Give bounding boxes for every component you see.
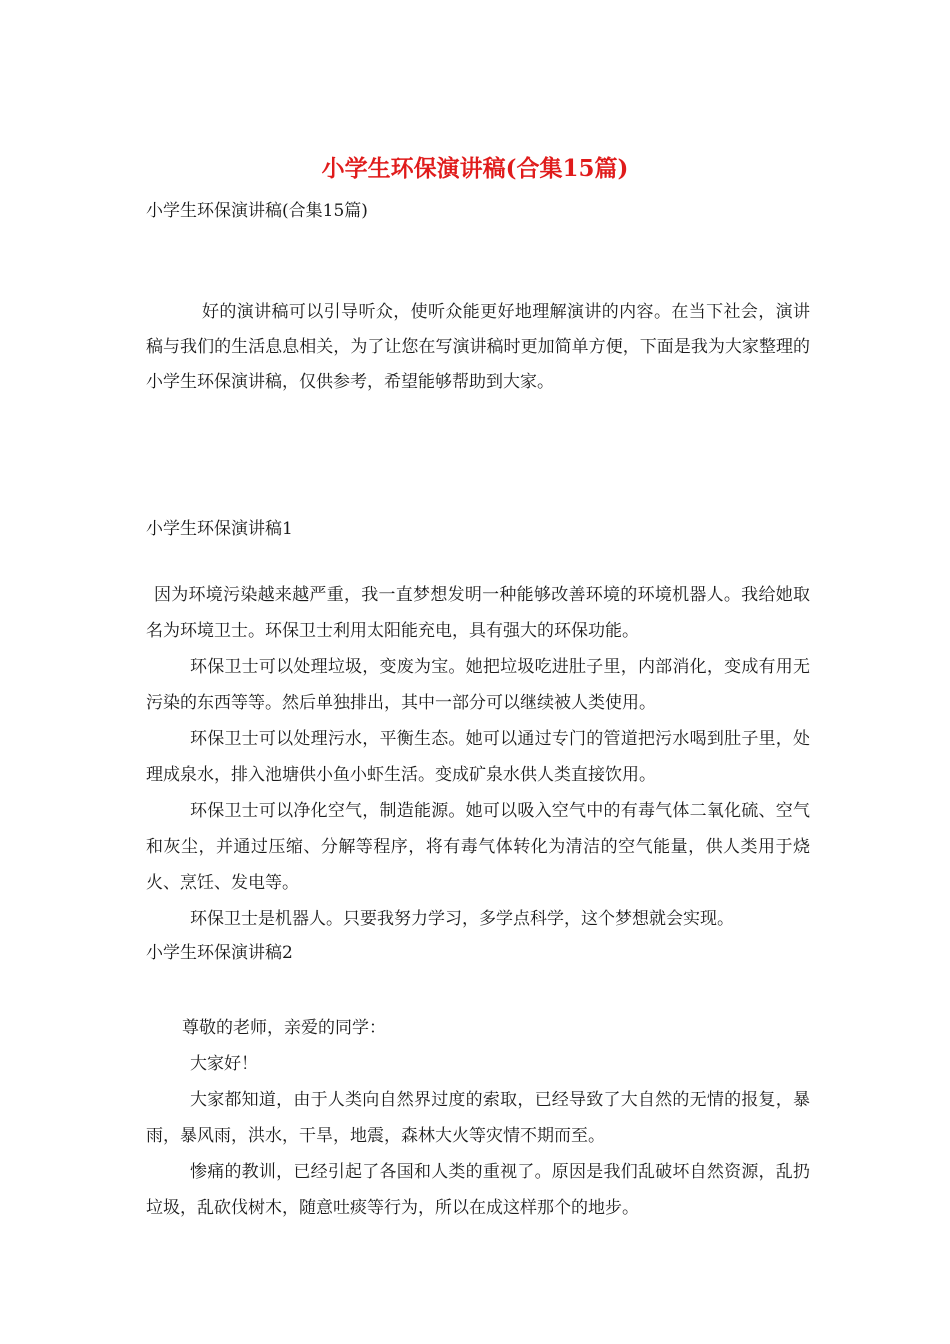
paragraph: 环保卫士是机器人。只要我努力学习，多学点科学，这个梦想就会实现。 bbox=[190, 909, 734, 929]
paragraph: 环保卫士可以净化空气，制造能源。她可以吸入空气中的有毒气体二氧化硫、空气和灰尘，并通过压缩、分解等程序，将有毒气体转化为清洁的空气能量，供人类用于烧火、烹饪、发电等。 bbox=[146, 801, 810, 893]
paragraph: 大家都知道，由于人类向自然界过度的索取，已经导致了大自然的无情的报复，暴雨，暴风雨，洪水，干旱，地震，森林大火等灾情不期而至。 bbox=[146, 1090, 810, 1146]
paragraph: 尊敬的老师，亲爱的同学： bbox=[182, 1018, 386, 1038]
paragraph: 因为环境污染越来越严重，我一直梦想发明一种能够改善环境的环境机器人。我给她取名为环境卫士。环保卫士利用太阳能充电，具有强大的环保功能。 bbox=[146, 585, 810, 641]
paragraph: 大家好！ bbox=[190, 1054, 258, 1074]
intro-block bbox=[146, 295, 810, 400]
paragraph: 环保卫士可以处理垃圾，变废为宝。她把垃圾吃进肚子里，内部消化，变成有用无污染的东西等等。然后单独排出，其中一部分可以继续被人类使用。 bbox=[146, 657, 810, 713]
section-1-body bbox=[146, 577, 810, 937]
intro-paragraph: 好的演讲稿可以引导听众，使听众能更好地理解演讲的内容。在当下社会，演讲稿与我们的生活息息相关，为了让您在写演讲稿时更加简单方便，下面是我为大家整理的小学生环保演讲稿，仅供参考，希望能够帮助到大家。 bbox=[146, 302, 810, 392]
paragraph: 环保卫士可以处理污水，平衡生态。她可以通过专门的管道把污水喝到肚子里，处理成泉水，排入池塘供小鱼小虾生活。变成矿泉水供人类直接饮用。 bbox=[146, 729, 810, 785]
section-heading-1: 小学生环保演讲稿1 bbox=[146, 519, 293, 539]
document-title: 小学生环保演讲稿(合集15篇) bbox=[321, 155, 629, 182]
document-subtitle: 小学生环保演讲稿(合集15篇) bbox=[146, 201, 368, 221]
section-heading-2: 小学生环保演讲稿2 bbox=[146, 943, 293, 963]
paragraph: 惨痛的教训，已经引起了各国和人类的重视了。原因是我们乱破坏自然资源，乱扔垃圾，乱砍伐树木，随意吐痰等行为，所以在成这样那个的地步。 bbox=[146, 1162, 810, 1218]
section-2-body bbox=[146, 1010, 810, 1226]
